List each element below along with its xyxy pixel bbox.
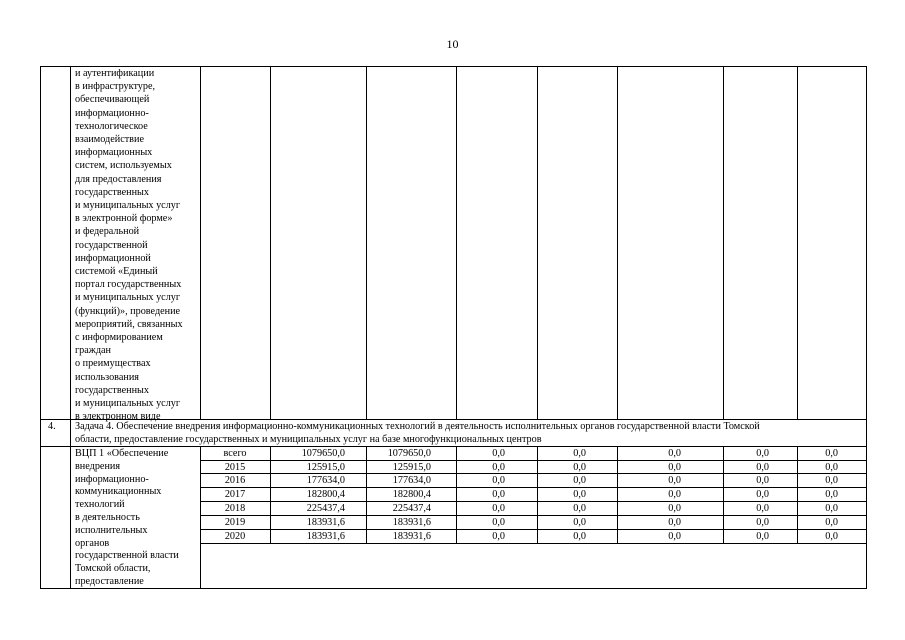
amount-cell: 125915,0 [306,461,345,473]
amount-cell: 0,0 [756,502,769,514]
amount-cell: 0,0 [668,447,681,459]
program-description-line: и муниципальных услуг [75,292,181,304]
column-divider [200,66,201,419]
amount-cell: 0,0 [668,488,681,500]
program-description-line: портал государственных [75,279,182,291]
page-number: 10 [446,37,459,51]
amount-cell: 0,0 [492,502,505,514]
program-description-line: о преимуществах [75,358,151,370]
amount-cell: 0,0 [756,447,769,459]
year-cell: 2018 [224,502,246,514]
column-divider [40,419,41,446]
year-cell: 2016 [224,474,246,486]
amount-cell: 225437,4 [392,502,431,514]
row-divider [200,543,867,544]
program-description-line: систем, используемых [75,160,172,172]
column-divider [70,66,71,419]
vcp-name-line: в деятельность [75,512,140,523]
amount-cell: 0,0 [573,461,586,473]
column-divider [866,66,867,419]
task-number: 4. [48,421,56,432]
column-divider [866,446,867,588]
program-description-line: технологическое [75,120,148,132]
program-description-line: в инфраструктуре, [75,81,156,93]
amount-cell: 225437,4 [306,502,345,514]
table-bottom-border [40,588,867,589]
column-divider [40,66,41,419]
amount-cell: 0,0 [492,447,505,459]
amount-cell: 1079650,0 [387,447,431,459]
program-description-line: информационной [75,252,151,264]
column-divider [70,446,71,588]
program-description-line: обеспечивающей [75,94,150,106]
amount-cell: 0,0 [825,502,838,514]
table-top-border [40,66,867,67]
amount-cell: 0,0 [492,488,505,500]
year-cell: всего [223,447,247,459]
program-description-line: (функций)», проведение [75,305,181,317]
amount-cell: 0,0 [825,447,838,459]
amount-cell: 0,0 [573,502,586,514]
amount-cell: 182800,4 [392,488,431,500]
program-description-line: и муниципальных услуг [75,200,181,211]
vcp-name-line: внедрения [75,460,121,472]
amount-cell: 0,0 [825,516,838,528]
amount-cell: 0,0 [756,516,769,528]
amount-cell: 0,0 [492,474,505,486]
column-divider [366,66,367,419]
amount-cell: 177634,0 [392,474,431,486]
vcp-name-line: государственной власти [75,550,179,562]
amount-cell: 0,0 [756,474,769,486]
amount-cell: 177634,0 [306,474,345,486]
program-description-line: государственных [75,186,149,198]
program-description-line: информационных [75,147,153,159]
amount-cell: 0,0 [825,461,838,473]
amount-cell: 0,0 [573,474,586,486]
amount-cell: 0,0 [573,488,586,500]
year-cell: 2015 [224,461,246,473]
amount-cell: 0,0 [668,502,681,514]
program-description-line: граждан [75,345,111,357]
amount-cell: 183931,6 [306,530,345,542]
year-cell: 2020 [224,530,246,542]
year-cell: 2017 [224,488,246,500]
amount-cell: 0,0 [668,474,681,486]
column-divider [617,66,618,419]
column-divider [866,419,867,446]
amount-cell: 0,0 [756,488,769,500]
vcp-name-line: коммуникационных [75,486,162,498]
amount-cell: 183931,6 [306,516,345,528]
program-description-line: информационно- [75,107,149,119]
vcp-name-line: предоставление [75,576,144,587]
program-description-line: и федеральной [75,226,140,238]
program-description-line: с информированием [75,332,163,343]
amount-cell: 1079650,0 [301,447,345,459]
amount-cell: 0,0 [668,516,681,528]
column-divider [40,446,41,588]
program-description-line: использования [75,371,139,383]
task-title-line: области, предоставление государственных и муниципальных услуг на базе многофункциональных центров [75,434,542,445]
program-description-line: государственных [75,384,149,396]
program-description-line: и аутентификации [75,68,155,79]
vcp-name-line: Томской области, [75,563,151,575]
amount-cell: 0,0 [825,488,838,500]
program-description-line: в электронной форме» [75,213,173,225]
amount-cell: 0,0 [492,461,505,473]
amount-cell: 0,0 [492,516,505,528]
amount-cell: 182800,4 [306,488,345,500]
amount-cell: 0,0 [668,530,681,542]
vcp-name-line: органов [75,537,110,549]
column-divider [456,66,457,419]
column-divider [270,66,271,419]
program-description-line: для предоставления [75,173,162,185]
amount-cell: 183931,6 [392,530,431,542]
amount-cell: 0,0 [668,461,681,473]
vcp-name-line: ВЦП 1 «Обеспечение [75,448,169,459]
program-description-line: государственной [75,239,148,251]
amount-cell: 0,0 [573,447,586,459]
amount-cell: 0,0 [756,530,769,542]
amount-cell: 0,0 [573,530,586,542]
column-divider [797,66,798,419]
amount-cell: 0,0 [492,530,505,542]
year-cell: 2019 [224,516,246,528]
column-divider [537,66,538,419]
program-description-line: и муниципальных услуг [75,398,181,409]
amount-cell: 0,0 [825,530,838,542]
amount-cell: 0,0 [825,474,838,486]
column-divider [723,66,724,419]
vcp-name-line: информационно- [75,473,149,485]
amount-cell: 125915,0 [392,461,431,473]
program-description-line: в электронном виде [75,411,161,423]
vcp-name-line: технологий [75,499,125,511]
vcp-name-line: исполнительных [75,524,148,536]
column-divider [70,419,71,446]
amount-cell: 0,0 [756,461,769,473]
program-description-line: взаимодействие [75,134,144,145]
program-description-line: системой «Единый [75,266,158,277]
task-title-line: Задача 4. Обеспечение внедрения информационно-коммуникационных технологий в деятельность исполнительных органов государственной власти Томской [75,421,760,432]
amount-cell: 183931,6 [392,516,431,528]
program-description-line: мероприятий, связанных [75,318,183,330]
amount-cell: 0,0 [573,516,586,528]
